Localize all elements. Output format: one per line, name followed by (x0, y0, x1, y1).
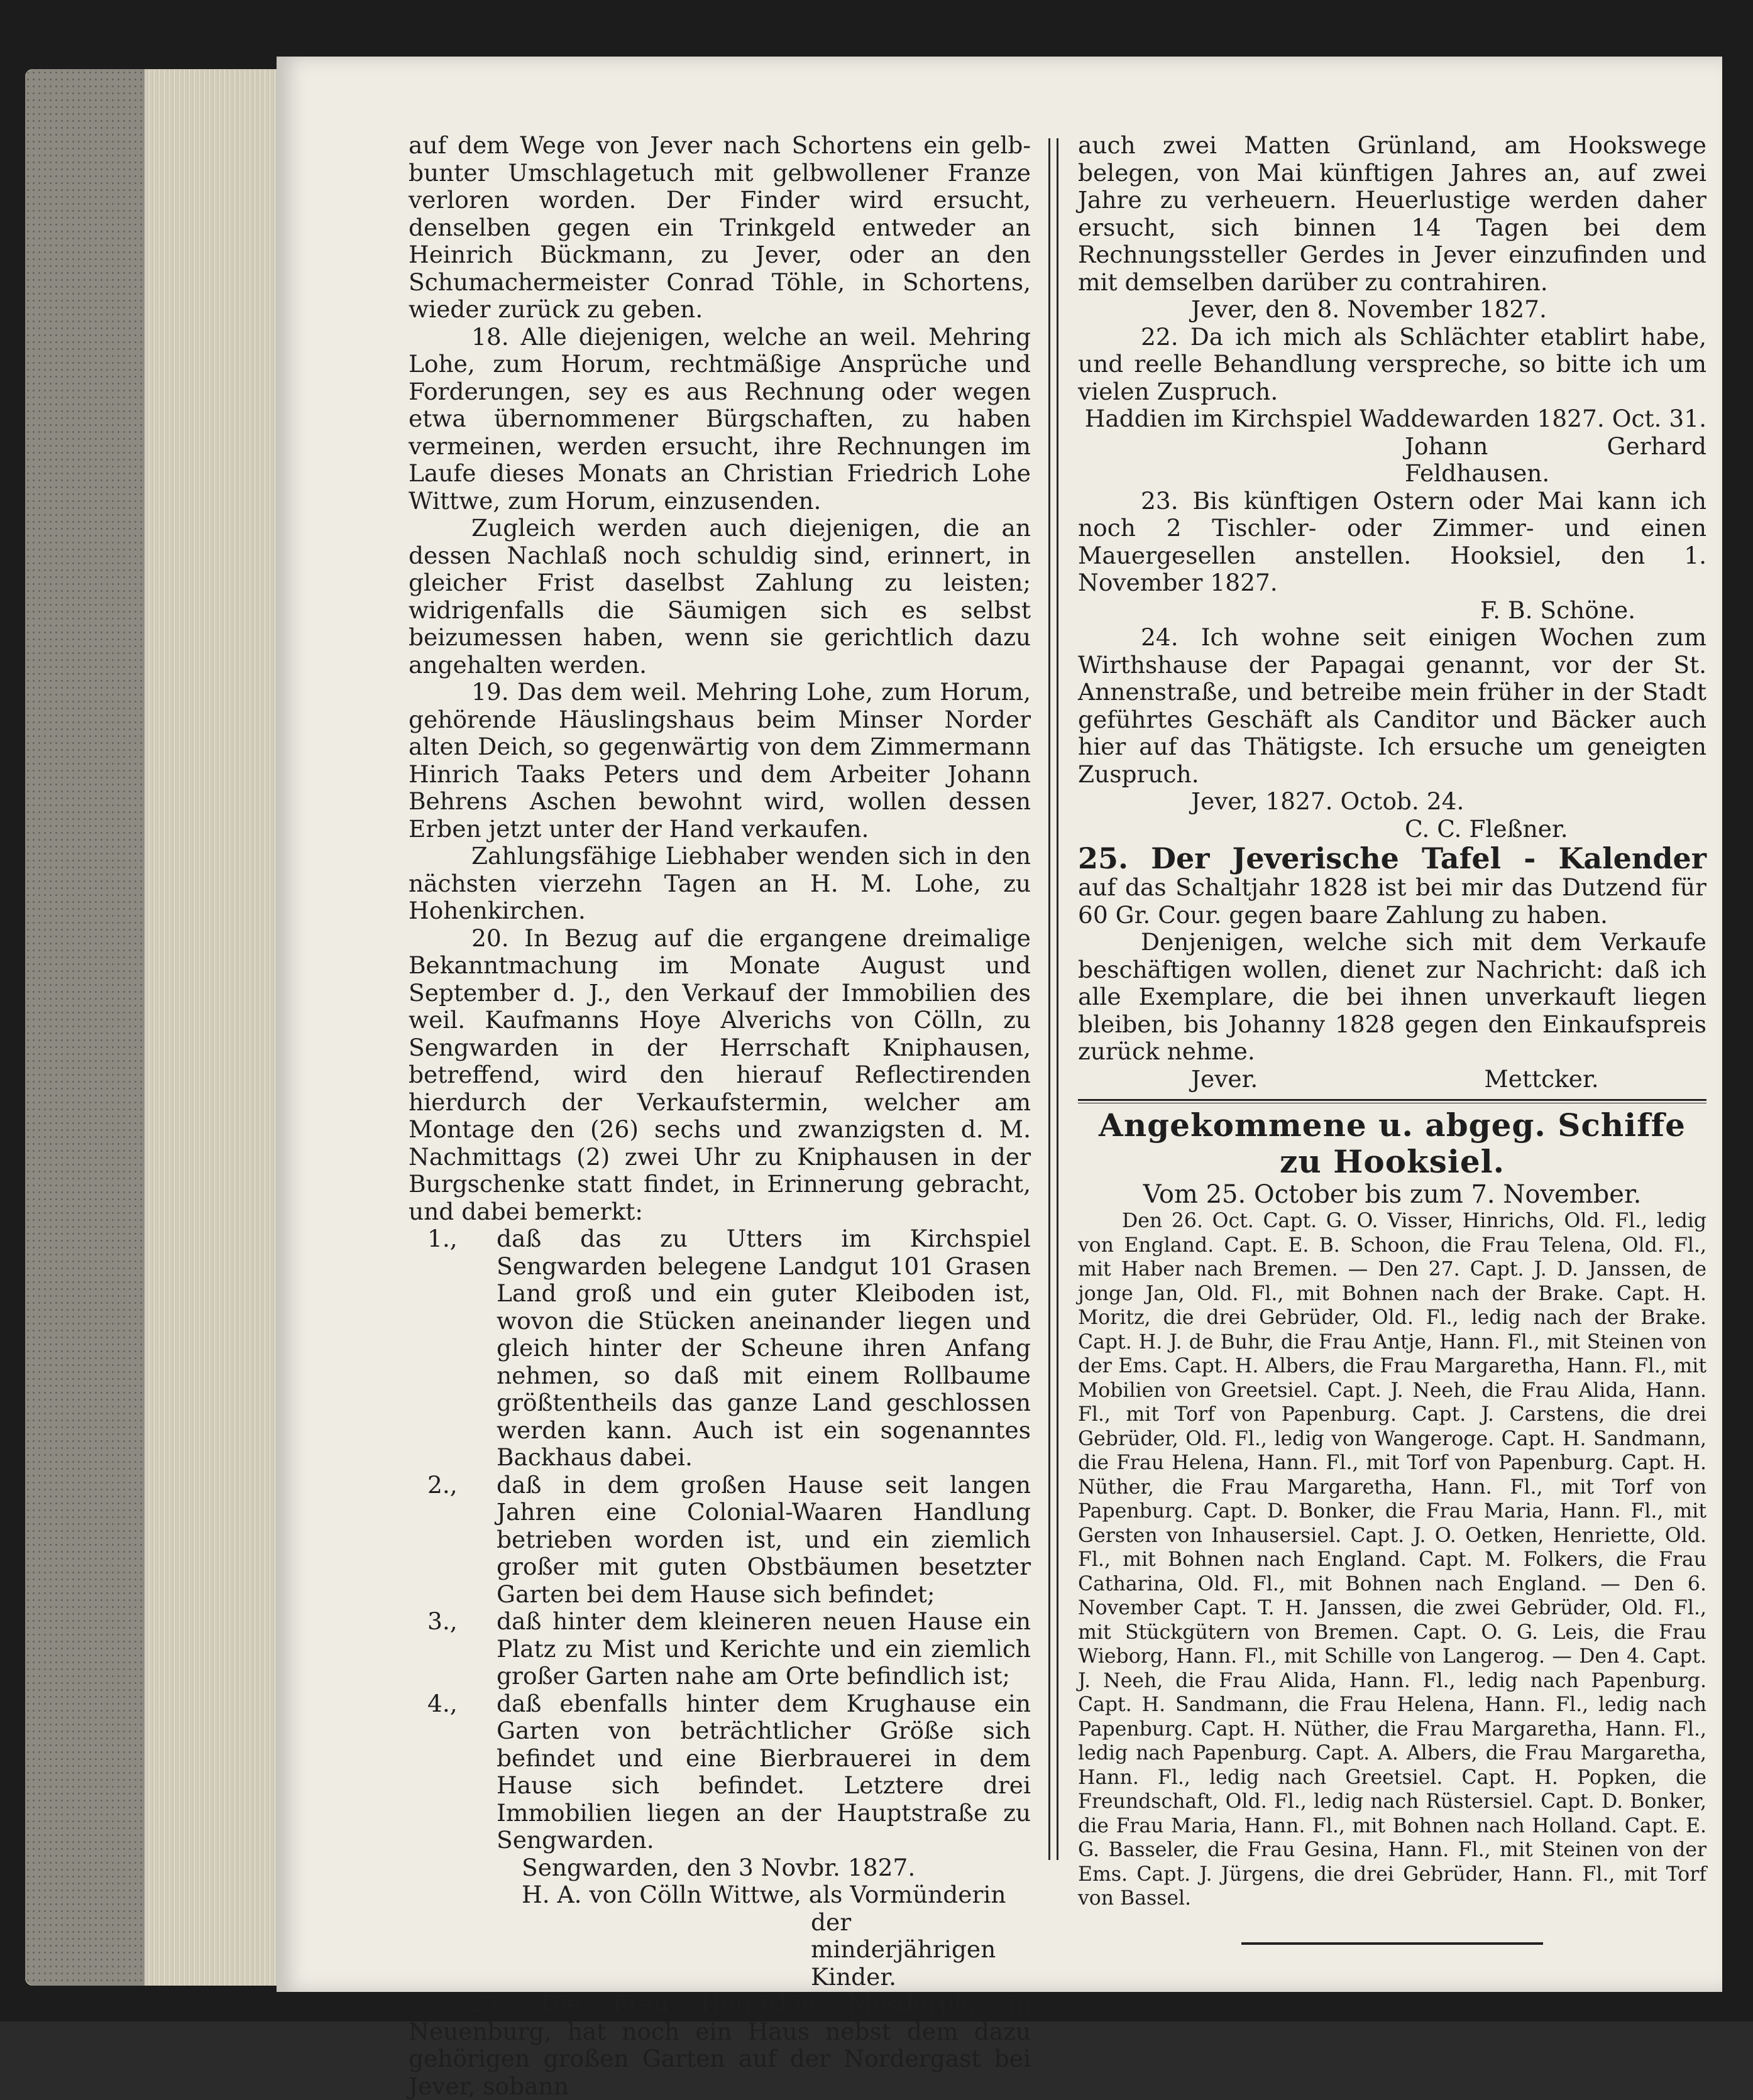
list-item (409, 1690, 1031, 1854)
list-number: 2., (427, 1470, 458, 1499)
notice-19: 19. Das dem weil. Mehring Lohe, zum Horum, gehörende Häuslingshaus beim Minser Norder alten Deich, so gegenwärtig von dem Zimmermann Hinrich Taaks Peters und dem Arbeiter Johann Behrens Aschen bewohnt wird, wollen dessen Erben jetzt unter der Hand verkaufen. (409, 678, 1031, 843)
notice-25-continuation: Denjenigen, welche sich mit dem Verkaufe beschäftigen wollen, dienet zur Nachricht: daß ich alle Exemplare, die bei ihnen unverkauft liegen bleiben, bis Johanny 1828 gegen den Einkaufspreis zurück nehme. (1078, 928, 1706, 1065)
notice-25-signature (1078, 1066, 1706, 1093)
notice-25-name: Mettcker. (1484, 1064, 1599, 1093)
list-item (409, 1225, 1031, 1472)
list-item (409, 1608, 1031, 1690)
book-cover (25, 69, 145, 1986)
notice-24: 24. Ich wohne seit einigen Wochen zum Wirthshause der Papagai genannt, vor der St. Annenstraße, und betreibe mein früher in der Stadt geführtes Geschäft als Canditor und Bäcker auch hier auf das Thätigste. Ich ersuche um geneigten Zuspruch. (1078, 623, 1706, 788)
notice-23-signature: F. B. Schöne. (1480, 596, 1636, 624)
notice-20-signature: H. A. von Cölln Wittwe, als Vormünderin (522, 1881, 1006, 1908)
notice-22-signature: Johann Gerhard Feldhausen. (1405, 432, 1706, 487)
left-column (409, 132, 1031, 2100)
notice-21-date: Jever, den 8. November 1827. (1191, 295, 1547, 323)
notice-20-place-date: Sengwarden, den 3 Novbr. 1827. (522, 1853, 916, 1881)
list-number: 3., (427, 1607, 458, 1635)
notice-22-place-date: Haddien im Kirchspiel Waddewarden 1827. Oct. 31. (1084, 405, 1706, 432)
notice-18-continuation: Zugleich werden auch diejenigen, die an dessen Nachlaß noch schuldig sind, erinnert, in gleicher Frist daselbst Zahlung zu leisten; widrigenfalls die Säumigen sich es selbst beizumessen haben, wenn sie gerichtlich dazu angehalten werden. (409, 514, 1031, 679)
notice-25-heading: 25. Der Jeverische Tafel - Kalender (1078, 841, 1706, 875)
column-divider (1048, 138, 1058, 1860)
ships-text: Den 26. Oct. Capt. G. O. Visser, Hinrichs, Old. Fl., ledig von England. Capt. E. B. Schoon, die Frau Telena, Old. Fl., mit Haber nach Bremen. — Den 27. Capt. J. D. Janssen, de jonge Jan, Old. Fl., mit Bohnen nach der Brake. Capt. H. Moritz, die drei Gebrüder, Old. Fl., ledig nach der Brake. Capt. H. J. de Buhr, die Frau Antje, Hann. Fl., mit Steinen von der Ems. Capt. H. Albers, die Frau Margaretha, Hann. Fl., mit Mobilien von Greetsiel. Capt. J. Neeh, die Frau Alida, Hann. Fl., mit Torf von Papenburg. Capt. J. Carstens, die drei Gebrüder, Old. Fl., ledig von Wangeroge. Capt. H. Sandmann, die Frau Helena, Hann. Fl., mit Torf von Papenburg. Capt. H. Nüther, die Frau Margaretha, Hann. Fl., mit Torf von Papenburg. Capt. D. Bonker, die Frau Maria, Hann. Fl., mit Gersten von Inhausersiel. Capt. J. O. Oetken, Henriette, Old. Fl., mit Bohnen nach England. Capt. M. Folkers, die Frau Catharina, Old. Fl., mit Bohnen nach England. — Den 6. November Capt. T. H. Janssen, die zwei Gebrüder, Old. Fl., mit Stückgütern von Bremen. Capt. O. G. Leis, die Frau Wieborg, Hann. Fl., mit Schille von Langerog. — Den 4. Capt. J. Neeh, die Frau Alida, Hann. Fl., ledig nach Papenburg. Capt. H. Sandmann, die Frau Helena, Hann. Fl., ledig nach Papenburg. Capt. H. Nüther, die Frau Margaretha, Hann. Fl., ledig nach Papenburg. Capt. A. Albers, die Frau Margaretha, Hann. Fl., ledig nach Greetsiel. Capt. H. Popken, die Freundschaft, Old. Fl., ledig nach Rüstersiel. Capt. D. Bonker, die Frau Maria, Hann. Fl., mit Bohnen nach Holland. Capt. E. G. Basseler, die Frau Gesina, Hann. Fl., mit Steinen von der Ems. Capt. J. Jürgens, die drei Gebrüder, Hann. Fl., mit Torf von Bassel. (1078, 1210, 1706, 1910)
notice-19-continuation: Zahlungsfähige Liebhaber wenden sich in den nächsten vierzehn Tagen an H. M. Lohe, zu Hohenkirchen. (409, 842, 1031, 924)
list-item (409, 1472, 1031, 1609)
end-rule (1241, 1942, 1543, 1945)
ships-date-range: Vom 25. October bis zum 7. November. (1143, 1180, 1642, 1209)
notice-20: 20. In Bezug auf die ergangene dreimalige Bekanntmachung im Monate August und September d. J., den Verkauf der Immobilien des weil. Kaufmanns Hoye Alverichs von Cölln, zu Sengwarden in der Herrschaft Kniphausen, betreffend, wird den hierauf Reflectirenden hierdurch der Verkaufstermin, welcher am Montage den (26) sechs und zwanzigsten d. M. Nachmittags (2) zwei Uhr zu Kniphausen in der Burgschenke statt findet, in Erinnerung gebracht, und dabei bemerkt: (409, 924, 1031, 1225)
list-text: daß in dem großen Hause seit langen Jahren eine Colonial-Waaren Handlung betrieben worden ist, und ein ziemlich großer mit guten Obstbäumen besetzter Garten bei dem Hause sich befindet; (497, 1470, 1031, 1608)
notice-25-place: Jever. (1191, 1064, 1258, 1093)
notice-25: auf das Schaltjahr 1828 ist bei mir das Dutzend für 60 Gr. Cour. gegen baare Zahlung zu haben. (1078, 873, 1706, 929)
list-number: 4., (427, 1689, 458, 1717)
list-text: daß das zu Utters im Kirchspiel Sengwarden belegene Landgut 101 Grasen Land groß und ein guter Kleiboden ist, wovon die Stücken aneinander liegen und gleich hinter der Scheune ihren Anfang nehmen, so daß mit einem Rollbaume größtentheils das ganze Land geschlossen werden kann. Auch ist ein sogenanntes Backhaus dabei. (497, 1225, 1031, 1471)
notice-23: 23. Bis künftigen Ostern oder Mai kann ich noch 2 Tischler- oder Zimmer- und einen Mauergesellen anstellen. Hooksiel, den 1. November 1827. (1078, 486, 1706, 596)
list-number: 1., (427, 1225, 458, 1252)
notice-21: 21. Die Frau Hofräthin Mosdorph, in Neuenburg, hat noch ein Haus nebst dem dazu gehörigen großen Garten auf der Nordergast bei Jever, sobann (409, 1990, 1031, 2100)
list-text: daß ebenfalls hinter dem Krughause ein Garten von beträchtlicher Größe sich befindet und eine Bierbrauerei in dem Hause sich befindet. Letztere drei Immobilien liegen an der Hauptstraße zu Sengwarden. (497, 1689, 1031, 1854)
notice-18: 18. Alle diejenigen, welche an weil. Mehring Lohe, zum Horum, rechtmäßige Ansprüche und Forderungen, sey es aus Rechnung oder wegen etwa übernommener Bürgschaften, zu haben vermeinen, werden ersucht, ihre Rechnungen im Laufe dieses Monats an Christian Friedrich Lohe Wittwe, zum Horum, einzusenden. (409, 322, 1031, 515)
list-text: daß hinter dem kleineren neuen Hause ein Platz zu Mist und Kerichte und ein ziemlich großer Garten nahe am Orte befindlich ist; (497, 1607, 1031, 1690)
ships-list (1078, 1209, 1706, 1911)
newspaper-page (277, 57, 1722, 2100)
notice-24-signature: C. C. Fleßner. (1405, 814, 1568, 843)
notice-22: 22. Da ich mich als Schlächter etablirt habe, und reelle Behandlung verspreche, so bitte ich um vielen Zuspruch. (1078, 322, 1706, 405)
notice-lost-shawl: auf dem Wege von Jever nach Schortens ein gelb-bunter Umschlagetuch mit gelbwollener Franze verloren worden. Der Finder wird ersucht, denselben gegen ein Trinkgeld entweder an Heinrich Bückmann, zu Jever, oder an den Schumachermeister Conrad Töhle, in Schortens, wieder zurück zu geben. (409, 131, 1031, 323)
section-rule (1078, 1099, 1706, 1103)
notice-24-date: Jever, 1827. Octob. 24. (1191, 787, 1464, 815)
right-column (1078, 132, 1706, 1945)
notice-20-signature-line2: der minderjährigen Kinder. (811, 1908, 996, 1991)
ships-heading: Angekommene u. abgeg. Schiffe zu Hooksiel. (1099, 1107, 1686, 1180)
notice-21-continuation: auch zwei Matten Grünland, am Hookswege belegen, von Mai künftigen Jahres an, auf zwei Jahre zu verheuern. Heuerlustige werden daher ersucht, sich binnen 14 Tagen bei dem Rechnungssteller Gerdes in Jever einzufinden und mit demselben darüber zu contrahiren. (1078, 131, 1706, 296)
